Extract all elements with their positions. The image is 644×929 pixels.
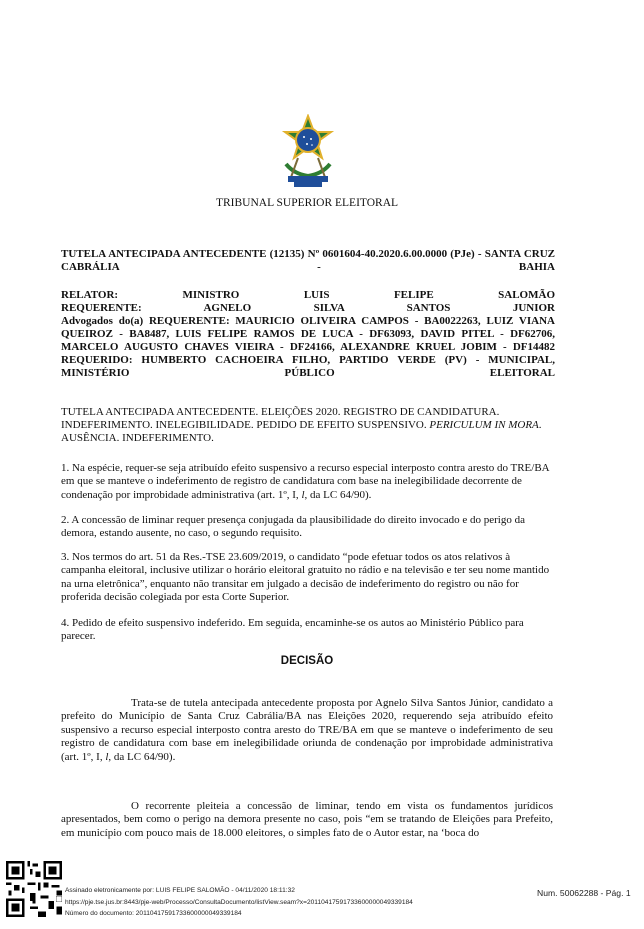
case-header: TUTELA ANTECIPADA ANTECEDENTE (12135) Nº 0601604-40.2020.6.00.0000 (PJe) - SANTA CRUZ CABRÁLIA - BAHIA	[61, 248, 555, 273]
document-url[interactable]: https://pje.tse.jus.br:8443/pje-web/Processo/ConsultaDocumento/listView.seam?x=20110417591733600000049339184	[65, 899, 413, 906]
signed-by: Assinado eletronicamente por: LUIS FELIPE SALOMÃO - 04/11/2020 18:11:32	[65, 887, 295, 894]
summary-text-b: . AUSÊNCIA. INDEFERIMENTO.	[61, 419, 542, 445]
summary-italic: PERICULUM IN MORA	[429, 419, 539, 432]
item-1-text: 1. Na espécie, requer-se seja atribuído efeito suspensivo a recurso especial interposto contra aresto do TRE/BA em que se manteve o indeferimento de registro de candidatura com base na inelegibilidade decorrente de condenação por improbidade administrativa (art. 1º, I,	[61, 462, 550, 501]
decision-p1-text: Trata-se de tutela antecipada antecedente proposta por Agnelo Silva Santos Júnior, candidato a prefeito do Município de Santa Cruz Cabrália/BA nas Eleições 2020, requerendo seja atribuído efeito suspensivo a recurso especial interposto contra aresto do TRE/BA em que se manteve o indeferimento de seu registro de candidatura com base em inelegibilidade oriunda de condenação por improbidade administrativa (art. 1º, I,	[61, 697, 553, 763]
ementa-summary	[61, 406, 555, 446]
brazil-coat-of-arms-icon	[276, 114, 340, 190]
document-number: Número do documento: 20110417591733600000049339184	[65, 910, 242, 917]
summary-text-a: TUTELA ANTECIPADA ANTECEDENTE. ELEIÇÕES 2020. REGISTRO DE CANDIDATURA. INDEFERIMENTO. INELEGIBILIDADE. PEDIDO DE EFEITO SUSPENSIVO.	[61, 406, 500, 432]
decision-paragraph-2	[61, 800, 553, 840]
item-4: 4. Pedido de efeito suspensivo indeferido. Em seguida, encaminhe-se os autos ao Ministério Público para parecer.	[61, 617, 524, 643]
decision-paragraph-1	[61, 697, 553, 764]
page-reference: Num. 50062288 - Pág. 1	[537, 888, 631, 898]
court-name: TRIBUNAL SUPERIOR ELEITORAL	[215, 197, 399, 209]
signature-footer	[0, 856, 644, 929]
decision-p2-text: O recorrente pleiteia a concessão de liminar, tendo em vista os fundamentos jurídicos apresentados, bem como o perigo na demora presente no caso, pois “em se tratando de Eleições para Prefeito, em município com pouco mais de 18.000 eleitores, o simples fato de o Autor estar, na ‘boca do	[61, 800, 553, 839]
decision-p1-end: , da LC 64/90).	[108, 750, 176, 763]
item-1-italic: l	[301, 488, 305, 501]
item-1	[61, 462, 553, 502]
relator-line: RELATOR: MINISTRO LUIS FELIPE SALOMÃO	[61, 289, 555, 301]
document-info-icon	[56, 896, 62, 902]
advogados-line: Advogados do(a) REQUERENTE: MAURICIO OLIVEIRA CAMPOS - BA0022263, LUIZ VIANA QUEIROZ - BA8487, LUIS FELIPE RAMOS DE LUCA - DF63093, DAVID PITEL - DF62706, MARCELO AUGUSTO CHAVES VIEIRA - DF24166, ALEXANDRE KRUEL JOBIM - DF14482	[61, 315, 555, 353]
requerente-line: REQUERENTE: AGNELO SILVA SANTOS JUNIOR	[61, 302, 555, 314]
item-3: 3. Nos termos do art. 51 da Res.-TSE 23.609/2019, o candidato “pode efetuar todos os atos relativos à campanha eleitoral, inclusive utilizar o horário eleitoral gratuito no rádio e na televisão e ter seu nome mantido na urna eletrônica”, enquanto não transitar em julgado a decisão de indeferimento do registro ou não for proferida decisão colegiada por esta Corte Superior.	[61, 551, 550, 604]
decision-title: DECISÃO	[280, 655, 334, 667]
item-2: 2. A concessão de liminar requer presença conjugada da plausibilidade do direito invocado e do perigo da demora, estando ausente, no caso, o segundo requisito.	[61, 514, 525, 540]
decision-p1-italic: l	[105, 750, 109, 763]
qr-code-icon[interactable]	[6, 861, 62, 917]
parties-block	[61, 289, 555, 380]
item-1-end: , da LC 64/90).	[304, 488, 372, 501]
requerido-line: REQUERIDO: HUMBERTO CACHOEIRA FILHO, PARTIDO VERDE (PV) - MUNICIPAL, MINISTÉRIO PÚBLICO ELEITORAL	[61, 354, 555, 379]
